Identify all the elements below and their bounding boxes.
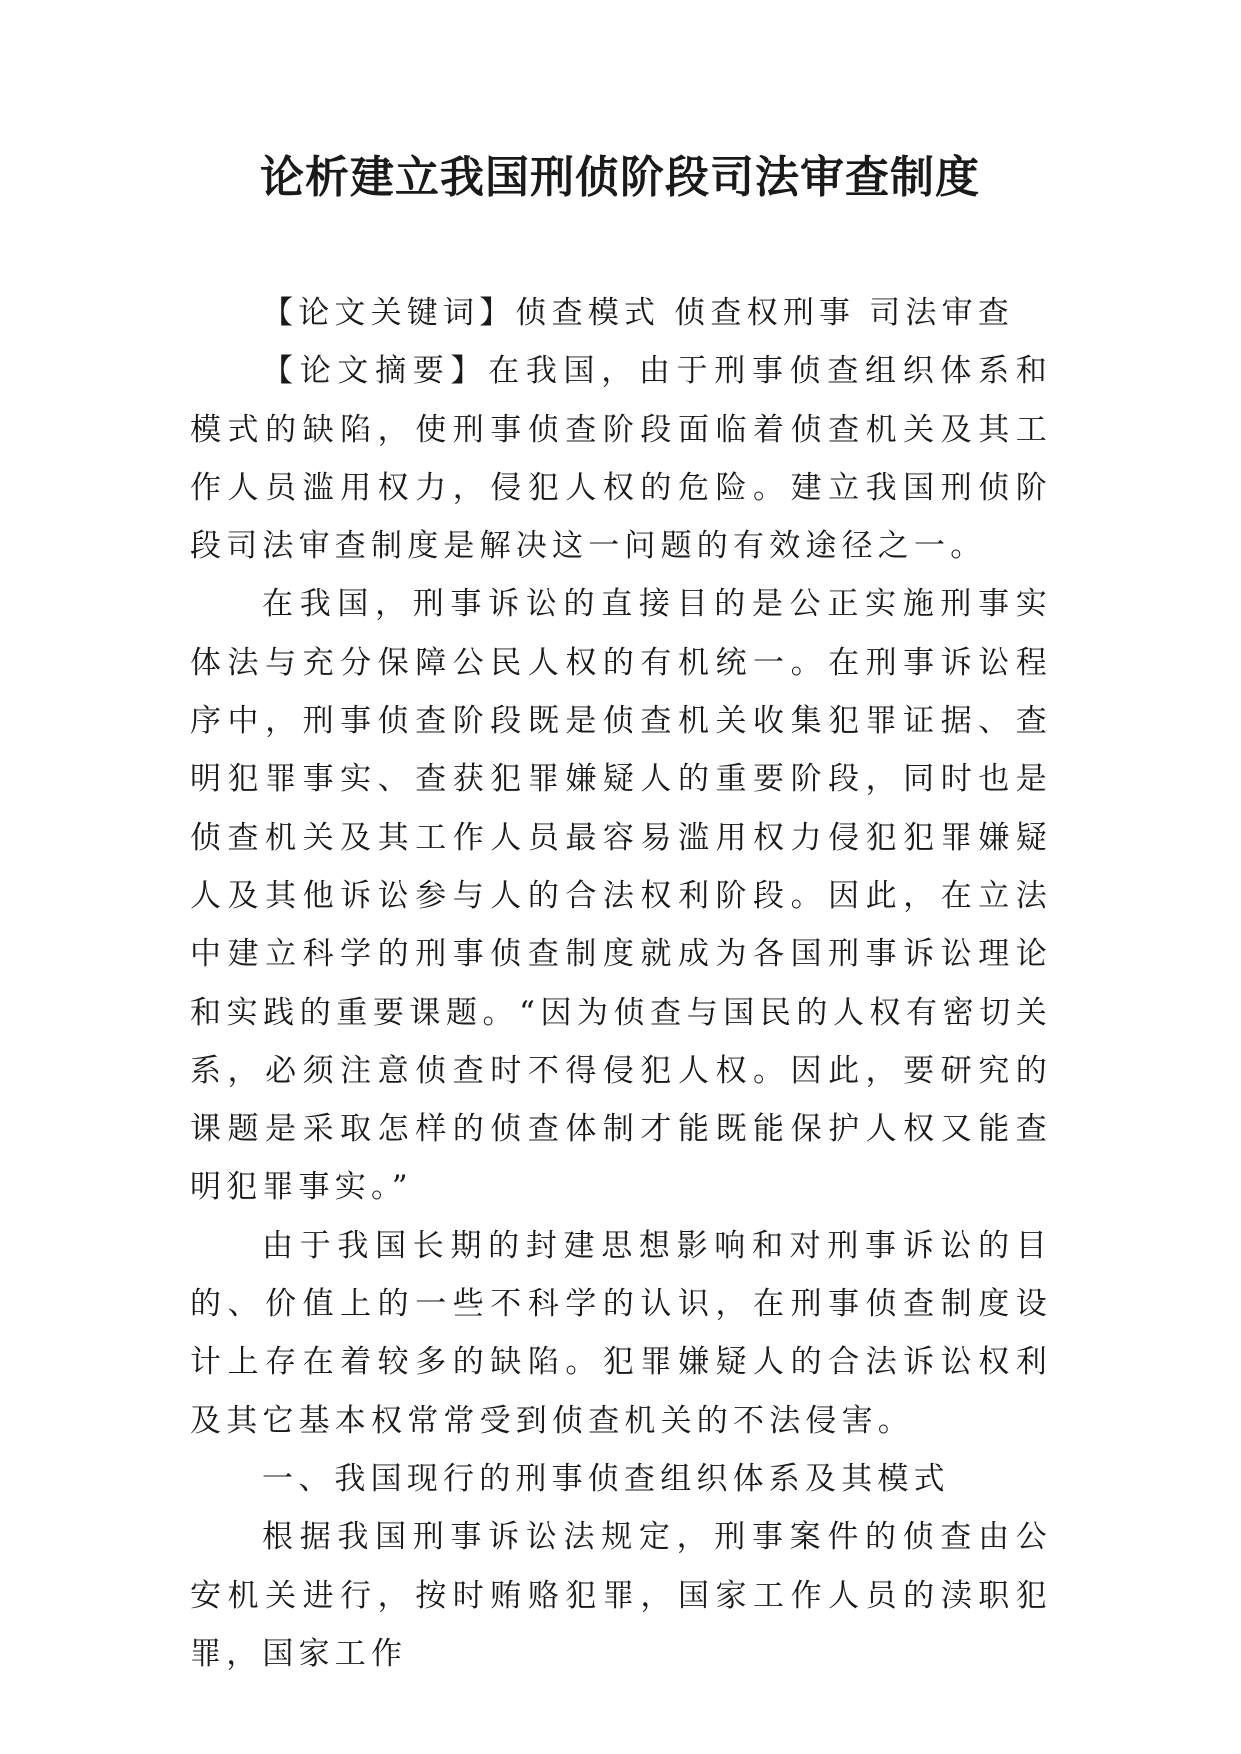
body-paragraph: 根据我国刑事诉讼法规定，刑事案件的侦查由公安机关进行，按时贿赂犯罪，国家工作人员的渎职犯罪，国家工作: [190, 1519, 1052, 1672]
abstract-paragraph: 【论文摘要】在我国，由于刑事侦查组织体系和模式的缺陷，使刑事侦查阶段面临着侦查机关及其工作人员滥用权力，侵犯人权的危险。建立我国刑侦阶段司法审查制度是解决这一问题的有效途径之一。: [190, 353, 1052, 565]
keywords-label: 【论文关键词】: [262, 295, 516, 331]
keyword-item: 侦查模式: [515, 295, 661, 331]
keyword-item: 司法审查: [869, 295, 1015, 331]
document-body: [190, 284, 1052, 1683]
document-title: 论析建立我国刑侦阶段司法审查制度: [260, 152, 980, 203]
keyword-item: 侦查权刑事: [674, 295, 856, 331]
keywords-line: [190, 284, 1052, 342]
body-paragraph: 由于我国长期的封建思想影响和对刑事诉讼的目的、价值上的一些不科学的认识，在刑事侦查制度设计上存在着较多的缺陷。犯罪嫌疑人的合法诉讼权利及其它基本权常常受到侦查机关的不法侵害。: [190, 1227, 1052, 1439]
section-heading: 一、我国现行的刑事侦查组织体系及其模式: [262, 1460, 950, 1497]
body-paragraph: 在我国，刑事诉讼的直接目的是公正实施刑事实体法与充分保障公民人权的有机统一。在刑事诉讼程序中，刑事侦查阶段既是侦查机关收集犯罪证据、查明犯罪事实、查获犯罪嫌疑人的重要阶段，同时也是侦查机关及其工作人员最容易滥用权力侵犯犯罪嫌疑人及其他诉讼参与人的合法权利阶段。因此，在立法中建立科学的刑事侦查制度就成为各国刑事诉讼理论和实践的重要课题。“因为侦查与国民的人权有密切关系，必须注意侦查时不得侵犯人权。因此，要研究的课题是采取怎样的侦查体制才能既能保护人权又能查明犯罪事实。”: [190, 586, 1052, 1206]
